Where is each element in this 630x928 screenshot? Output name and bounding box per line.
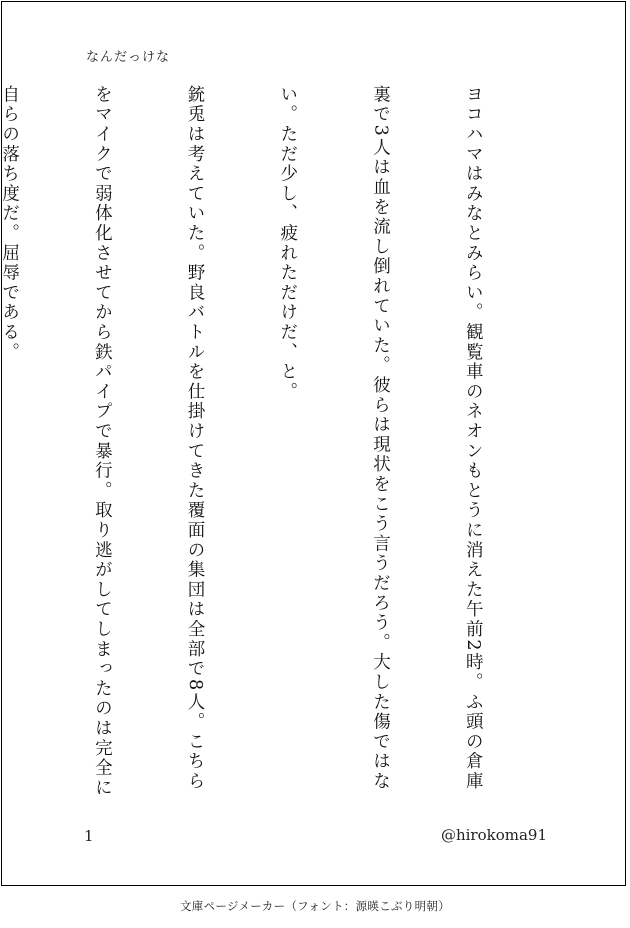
vertical-body-text <box>0 85 550 798</box>
author-credit: @hirokoma91 <box>440 826 547 844</box>
book-page <box>1 1 626 886</box>
page-title: なんだっけな <box>86 50 171 65</box>
text-line-3: い。ただ少し、疲れただけだ、と。 <box>277 85 298 402</box>
generator-footer: 文庫ページメーカー（フォント：源暎こぶり明朝） <box>179 899 451 913</box>
text-line-5: をマイクで弱体化させてから鉄パイプで暴行。取り逃がしてしまったのは完全に <box>92 85 113 798</box>
text-line-2: 裏で3人は血を流し倒れていた。彼らは現状をこう言うだろう。大した傷ではな <box>370 85 391 792</box>
text-line-4: 銃兎は考えていた。野良バトルを仕掛けてきた覆面の集団は全部で8人。こちら <box>185 85 206 792</box>
text-line-1: ヨコハマはみなとみらい。観覧車のネオンもとうに消えた午前2時。ふ頭の倉庫 <box>463 85 484 792</box>
page-number: 1 <box>84 827 94 845</box>
text-line-6: 自らの落ち度だ。屈辱である。 <box>0 85 20 363</box>
